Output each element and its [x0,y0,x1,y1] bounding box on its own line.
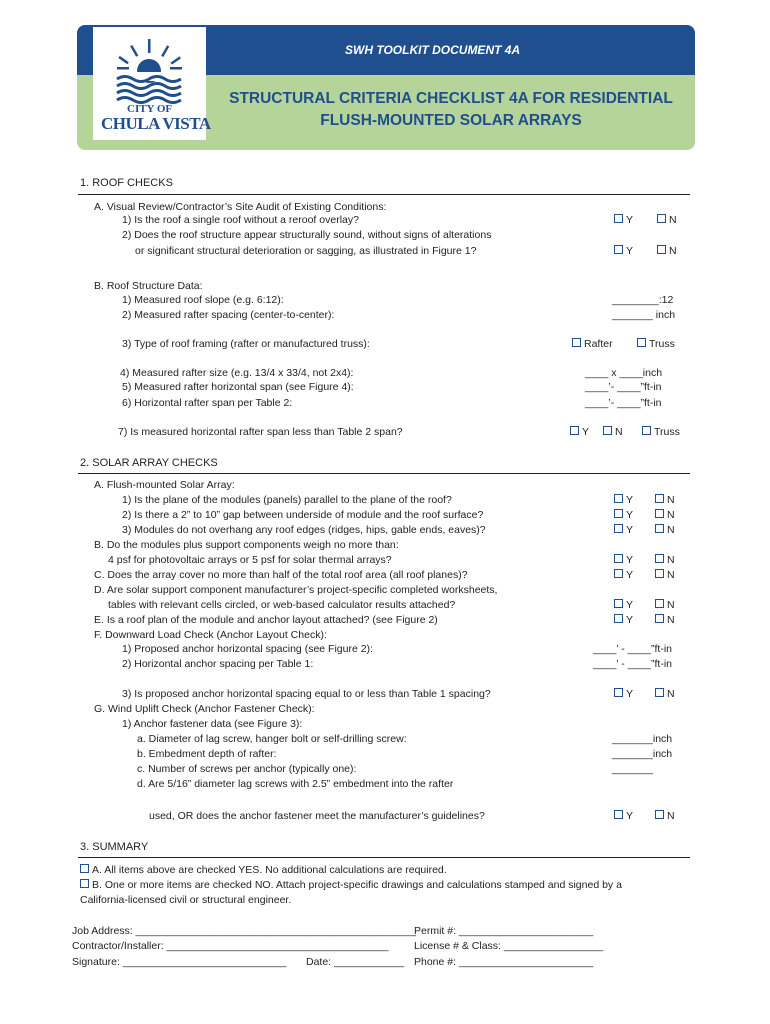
s2-a1-yes[interactable]: Y [614,494,633,506]
checkbox-icon[interactable] [614,614,623,623]
checkbox-icon[interactable] [655,509,664,518]
s1-b2-text: 2) Measured rafter spacing (center-to-center): [122,309,335,321]
section-divider [78,473,690,474]
s2-b-text-1: B. Do the modules plus support components weigh no more than: [94,539,399,551]
s2-d-no[interactable]: N [655,599,675,611]
permit-field[interactable]: Permit #: _______________________ [414,925,594,937]
checkbox-icon[interactable] [614,599,623,608]
s2-a1-no[interactable]: N [655,494,675,506]
checkbox-icon[interactable] [637,338,646,347]
s2-e-yes[interactable]: Y [614,614,633,626]
s2-f3-yes[interactable]: Y [614,688,633,700]
checkbox-icon[interactable] [80,879,89,888]
checkbox-icon[interactable] [614,245,623,254]
s2-f1-text: 1) Proposed anchor horizontal spacing (see Figure 2): [122,643,373,655]
checkbox-icon[interactable] [657,245,666,254]
s1-a2-text-2: or significant structural deterioration or sagging, as illustrated in Figure 1? [135,245,477,257]
s2-a2-text: 2) Is there a 2” to 10” gap between underside of module and the roof surface? [122,509,484,521]
s2-f3-no[interactable]: N [655,688,675,700]
logo-text-chula-vista: CHULA VISTA [101,114,211,133]
s2-c-no[interactable]: N [655,569,675,581]
section-divider [78,194,690,195]
s1-a2-no[interactable]: N [657,245,677,257]
contractor-field[interactable]: Contractor/Installer: ______________________________________ [72,940,389,952]
s2-a3-yes[interactable]: Y [614,524,633,536]
section-solar-array-heading: 2. SOLAR ARRAY CHECKS [80,457,218,469]
s2-f2-text: 2) Horizontal anchor spacing per Table 1: [122,658,314,670]
s2-a3-text: 3) Modules do not overhang any roof edges (ridges, hips, gable ends, eaves)? [122,524,486,536]
checkbox-icon[interactable] [655,614,664,623]
s1-b7-yes[interactable]: Y [570,426,589,438]
section-divider [78,857,690,858]
checkbox-icon[interactable] [614,569,623,578]
checkbox-icon[interactable] [603,426,612,435]
checkbox-icon[interactable] [657,214,666,223]
checkbox-icon[interactable] [642,426,651,435]
job-address-field[interactable]: Job Address: ________________________________________________ [72,925,416,937]
checkbox-icon[interactable] [655,524,664,533]
checkbox-icon[interactable] [655,599,664,608]
s1-b5-text: 5) Measured rafter horizontal span (see Figure 4): [122,381,354,393]
document-label: SWH TOOLKIT DOCUMENT 4A [345,43,521,57]
s2-gc-text: c. Number of screws per anchor (typically one): [137,763,357,775]
date-field[interactable]: Date: ____________ [306,956,405,968]
s1-b7-truss[interactable]: Truss [642,426,680,438]
license-field[interactable]: License # & Class: _________________ [414,940,604,952]
s2-b-no[interactable]: N [655,554,675,566]
s1-a1-text: 1) Is the roof a single roof without a reroof overlay? [122,214,359,226]
s1-a1-yes[interactable]: Y [614,214,633,226]
checkbox-icon[interactable] [570,426,579,435]
city-logo [93,27,211,140]
s1-b3-text: 3) Type of roof framing (rafter or manufactured truss): [122,338,370,350]
s2-f2-field[interactable]: ____’ - ____”ft-in [593,658,672,670]
s1-a1-no[interactable]: N [657,214,677,226]
s1-b3-truss[interactable]: Truss [637,338,675,350]
s2-gd-text-1: d. Are 5/16” diameter lag screws with 2.5” embedment into the rafter [137,778,454,790]
s2-c-yes[interactable]: Y [614,569,633,581]
s2-a2-yes[interactable]: Y [614,509,633,521]
checkbox-icon[interactable] [614,214,623,223]
logo-text-city-of: CITY OF [127,103,173,115]
s1-b4-field[interactable]: ____ x ____inch [585,367,663,379]
s2-gb-field[interactable]: _______inch [612,748,673,760]
s1-a2-text-1: 2) Does the roof structure appear structurally sound, without signs of alterations [122,229,492,241]
s2-f3-text: 3) Is proposed anchor horizontal spacing equal to or less than Table 1 spacing? [122,688,491,700]
s1-b7-text: 7) Is measured horizontal rafter span less than Table 2 span? [118,426,403,438]
s2-g1-text: 1) Anchor fastener data (see Figure 3): [122,718,303,730]
s1-b7-no[interactable]: N [603,426,623,438]
s1-b-title: B. Roof Structure Data: [94,280,203,292]
page-title-line1: STRUCTURAL CRITERIA CHECKLIST 4A FOR RESIDENTIAL [229,90,673,107]
checkbox-icon[interactable] [80,864,89,873]
s2-e-no[interactable]: N [655,614,675,626]
section-roof-checks-heading: 1. ROOF CHECKS [80,177,173,189]
s1-b5-field[interactable]: ____’- ____”ft-in [585,381,662,393]
s2-a2-no[interactable]: N [655,509,675,521]
s2-ga-text: a. Diameter of lag screw, hanger bolt or self-drilling screw: [137,733,407,745]
s2-gd-no[interactable]: N [655,810,675,822]
checkbox-icon[interactable] [614,554,623,563]
checkbox-icon[interactable] [572,338,581,347]
phone-field[interactable]: Phone #: _______________________ [414,956,594,968]
s2-d-text-2: tables with relevant cells circled, or web-based calculator results attached? [108,599,456,611]
s2-a1-text: 1) Is the plane of the modules (panels) parallel to the plane of the roof? [122,494,452,506]
s1-a2-yes[interactable]: Y [614,245,633,257]
checkbox-icon[interactable] [655,688,664,697]
s3-b-text-2: California-licensed civil or structural engineer. [80,894,292,906]
s2-f-title: F. Downward Load Check (Anchor Layout Check): [94,629,327,641]
s2-a3-no[interactable]: N [655,524,675,536]
s1-a-title: A. Visual Review/Contractor’s Site Audit of Existing Conditions: [94,201,387,213]
s2-gd-text-2: used, OR does the anchor fastener meet the manufacturer’s guidelines? [149,810,485,822]
checkbox-icon[interactable] [655,554,664,563]
checkbox-icon[interactable] [614,509,623,518]
s2-e-text: E. Is a roof plan of the module and anchor layout attached? (see Figure 2) [94,614,438,626]
s2-d-yes[interactable]: Y [614,599,633,611]
s1-b6-text: 6) Horizontal rafter span per Table 2: [122,397,293,409]
s2-d-text-1: D. Are solar support component manufacturer’s project-specific completed worksheets, [94,584,498,596]
signature-field[interactable]: Signature: ____________________________ [72,956,287,968]
s2-f1-field[interactable]: ____’ - ____”ft-in [593,643,672,655]
checkbox-icon[interactable] [614,494,623,503]
s1-b2-field[interactable]: _______ inch [612,309,676,321]
checkbox-icon[interactable] [655,810,664,819]
section-summary-heading: 3. SUMMARY [80,841,149,853]
s1-b1-field[interactable]: ________:12 [612,294,674,306]
s2-c-text: C. Does the array cover no more than half of the total roof area (all roof planes)? [94,569,468,581]
checkbox-icon[interactable] [614,810,623,819]
s2-gb-text: b. Embedment depth of rafter: [137,748,277,760]
s2-b-yes[interactable]: Y [614,554,633,566]
s2-gd-yes[interactable]: Y [614,810,633,822]
s1-b1-text: 1) Measured roof slope (e.g. 6:12): [122,294,284,306]
checkbox-icon[interactable] [655,494,664,503]
s2-ga-field[interactable]: _______inch [612,733,673,745]
s2-gc-field[interactable]: _______ [612,763,653,775]
checkbox-icon[interactable] [655,569,664,578]
s2-a-title: A. Flush-mounted Solar Array: [94,479,235,491]
s1-b6-field[interactable]: ____’- ____”ft-in [585,397,662,409]
s3-b-option[interactable]: B. One or more items are checked NO. Attach project-specific drawings and calculations stamped and signed by a [80,879,622,891]
checkbox-icon[interactable] [614,524,623,533]
checkbox-icon[interactable] [614,688,623,697]
s1-b3-rafter[interactable]: Rafter [572,338,613,350]
page-title-line2: FLUSH-MOUNTED SOLAR ARRAYS [320,112,582,129]
s2-b-text-2: 4 psf for photovoltaic arrays or 5 psf for solar thermal arrays? [108,554,392,566]
s1-b4-text: 4) Measured rafter size (e.g. 13/4 x 33/4, not 2x4): [120,367,354,379]
s2-g-title: G. Wind Uplift Check (Anchor Fastener Check): [94,703,315,715]
s3-a-option[interactable]: A. All items above are checked YES. No additional calculations are required. [80,864,447,876]
